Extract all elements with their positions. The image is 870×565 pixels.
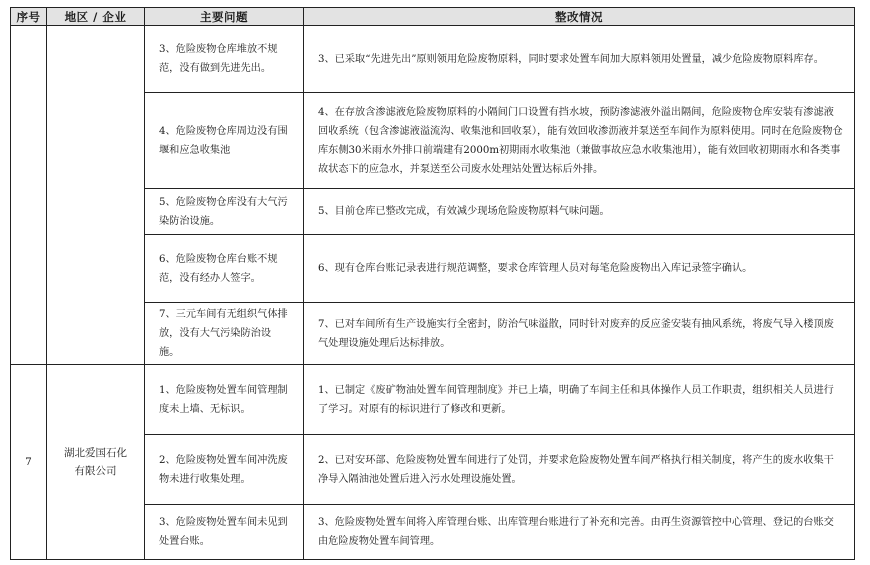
rectification-cell: 3、危险废物处置车间将入库管理台账、出库管理台账进行了补充和完善。由再生资源管控中心管理、登记的台账交由危险废物处置车间管理。 — [304, 505, 855, 560]
problem-cell: 3、危险废物仓库堆放不规范，没有做到先进先出。 — [145, 26, 304, 93]
header-problem: 主要问题 — [145, 8, 304, 26]
problem-cell: 7、三元车间有无组织气体排放，没有大气污染防治设施。 — [145, 303, 304, 365]
problem-cell: 6、危险废物仓库台账不规范，没有经办人签字。 — [145, 235, 304, 303]
seq-cell: 7 — [11, 365, 47, 560]
rectification-cell: 1、已制定《废矿物油处置车间管理制度》并已上墙，明确了车间主任和具体操作人员工作职责，组织相关人员进行了学习。对原有的标识进行了修改和更新。 — [304, 365, 855, 435]
rectification-table — [10, 7, 855, 560]
header-rectification: 整改情况 — [304, 8, 855, 26]
rectification-cell: 4、在存放含渗滤液危险废物原料的小隔间门口设置有挡水坡，预防渗滤液外溢出隔间，危险废物仓库安装有渗滤液回收系统（包含渗滤液溢流沟、收集池和回收泵），能有效回收渗沥液并泵送至车间作为原料使用。同时在危险废物仓库东侧30米雨水外排口前端建有2000m初期雨水收集池（兼做事故应急水收集池用），能有效回收初期雨水和各类事故状态下的应急水，并泵送至公司废水处理站处置达标后外排。 — [304, 93, 855, 189]
table-header-row — [11, 8, 855, 26]
table-row — [11, 26, 855, 93]
header-region: 地区 / 企业 — [47, 8, 145, 26]
problem-cell: 1、危险废物处置车间管理制度未上墙、无标识。 — [145, 365, 304, 435]
seq-cell-continued — [11, 26, 47, 365]
rectification-cell: 5、目前仓库已整改完成，有效减少现场危险废物原料气味问题。 — [304, 189, 855, 235]
rectification-cell: 6、现有仓库台账记录表进行规范调整，要求仓库管理人员对每笔危险废物出入库记录签字确认。 — [304, 235, 855, 303]
company-cell: 湖北爱国石化有限公司 — [47, 365, 145, 560]
company-cell-continued — [47, 26, 145, 365]
rectification-cell: 2、已对安环部、危险废物处置车间进行了处罚，并要求危险废物处置车间严格执行相关制度，将产生的废水收集干净导入隔油池处置后进入污水处理设施处置。 — [304, 435, 855, 505]
problem-cell: 4、危险废物仓库周边没有围堰和应急收集池 — [145, 93, 304, 189]
problem-cell: 3、危险废物处置车间未见到处置台账。 — [145, 505, 304, 560]
table-row — [11, 365, 855, 435]
problem-cell: 5、危险废物仓库没有大气污染防治设施。 — [145, 189, 304, 235]
rectification-table-page — [10, 7, 854, 559]
problem-cell: 2、危险废物处置车间冲洗废物未进行收集处理。 — [145, 435, 304, 505]
header-seq: 序号 — [11, 8, 47, 26]
rectification-cell: 3、已采取“先进先出”原则领用危险废物原料，同时要求处置车间加大原料领用处置量，减少危险废物原料库存。 — [304, 26, 855, 93]
rectification-cell: 7、已对车间所有生产设施实行全密封，防治气味溢散，同时针对废弃的反应釜安装有抽风系统，将废气导入楼顶废气处理设施处理后达标排放。 — [304, 303, 855, 365]
